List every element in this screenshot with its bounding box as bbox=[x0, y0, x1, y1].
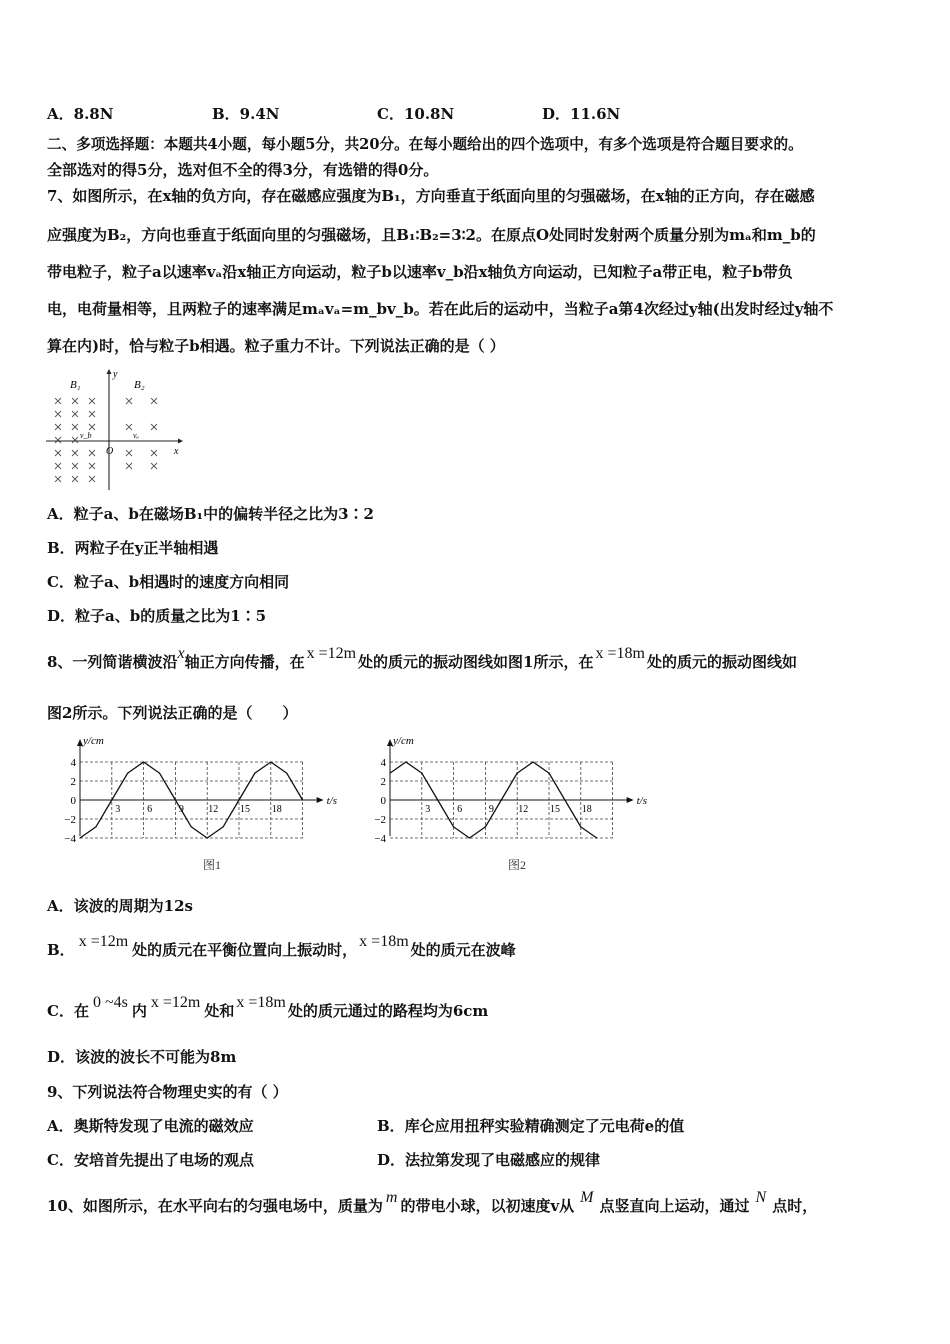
q10-text-2: 的带电小球，以初速度v从 bbox=[400, 1197, 575, 1215]
data-point bbox=[533, 761, 534, 762]
q6-option-a: A．8.8N bbox=[47, 105, 114, 123]
section2-heading: 二、多项选择题：本题共4小题，每小题5分，共20分。在每小题给出的四个选项中，有多个选项是符合题目要求的。 bbox=[47, 136, 803, 153]
data-point bbox=[596, 837, 597, 838]
y-tick-label: 0 bbox=[380, 795, 386, 807]
data-point bbox=[111, 799, 112, 800]
q9-stem: 9、下列说法符合物理史实的有（ ） bbox=[47, 1083, 288, 1101]
data-point bbox=[437, 799, 438, 800]
q9-option-c: C．安培首先提出了电场的观点 bbox=[47, 1151, 254, 1169]
q7-stem-line2: 应强度为B₂，方向也垂直于纸面向里的匀强磁场，且B₁∶B₂=3∶2。在原点O处同时发射两个质量分别为mₐ和m_b的 bbox=[47, 226, 816, 244]
data-point bbox=[191, 826, 192, 827]
y-tick-label: −2 bbox=[64, 814, 76, 826]
data-point bbox=[580, 826, 581, 827]
q8-optb-math1: x =12m bbox=[78, 933, 129, 950]
y-tick-label: 2 bbox=[70, 776, 76, 788]
y-tick-label: 4 bbox=[380, 757, 386, 769]
data-point bbox=[548, 773, 549, 774]
q8-optc-text1: 处和 bbox=[204, 1002, 235, 1020]
q8-optc-text2: 处的质元通过的路程均为6cm bbox=[287, 1002, 489, 1020]
q9-option-a: A．奥斯特发现了电流的磁效应 bbox=[47, 1117, 254, 1135]
q8-math-x: x bbox=[177, 645, 185, 662]
data-point bbox=[95, 826, 96, 827]
y-axis-label: y/cm bbox=[393, 735, 414, 747]
x-axis-arrow bbox=[317, 797, 324, 803]
q8-option-c bbox=[47, 994, 489, 1022]
x-tick-label: 6 bbox=[147, 804, 153, 815]
data-point bbox=[270, 761, 271, 762]
x-tick-label: 12 bbox=[518, 804, 529, 815]
q7-option-b: B．两粒子在y正半轴相遇 bbox=[47, 539, 219, 557]
q7-stem-line3: 带电粒子，粒子a以速率vₐ沿x轴正方向运动，粒子b以速率v_b沿x轴负方向运动，已知粒子a带正电，粒子b带负 bbox=[47, 263, 793, 281]
data-point bbox=[207, 837, 208, 838]
q8-optc-label: C．在 bbox=[47, 1002, 89, 1020]
q10-math-N: N bbox=[755, 1189, 767, 1206]
data-point bbox=[564, 799, 565, 800]
x-tick-label: 9 bbox=[488, 804, 494, 815]
q7-option-c: C．粒子a、b相遇时的速度方向相同 bbox=[47, 573, 290, 591]
section2-scoring: 全部选对的得5分，选对但不全的得3分，有选错的得0分。 bbox=[47, 161, 439, 179]
y-tick-label: 2 bbox=[380, 776, 386, 788]
data-point bbox=[79, 837, 80, 838]
q8-optc-math0: 0 ~4s bbox=[92, 994, 128, 1011]
x-tick-label: 15 bbox=[240, 804, 250, 815]
data-point bbox=[254, 773, 255, 774]
q8-math-x18: x =18m bbox=[595, 645, 645, 662]
y-tick-label: 4 bbox=[70, 757, 76, 769]
q8-stem-line1 bbox=[47, 645, 797, 673]
q9-option-d: D．法拉第发现了电磁感应的规律 bbox=[377, 1151, 601, 1169]
q6-option-d: D．11.6N bbox=[542, 105, 621, 123]
q8-stem-line2: 图2所示。下列说法正确的是（ ） bbox=[47, 704, 298, 722]
data-point bbox=[238, 799, 239, 800]
y-tick-label: −4 bbox=[64, 833, 76, 845]
x-axis-arrow bbox=[627, 797, 634, 803]
data-point bbox=[517, 773, 518, 774]
q8-optc-text0: 内 bbox=[131, 1002, 147, 1020]
label-b2: B₂ bbox=[134, 379, 145, 391]
label-x-axis: x bbox=[174, 446, 179, 457]
q8-text-3: 处的质元的振动图线如图1所示，在 bbox=[358, 653, 594, 671]
q8-option-d: D．该波的波长不可能为8m bbox=[47, 1048, 237, 1066]
label-va: vₐ bbox=[133, 431, 139, 440]
q10-stem-line1 bbox=[47, 1189, 818, 1217]
x-tick-label: 12 bbox=[208, 804, 219, 815]
q8-optb-text1: 处的质元在平衡位置向上振动时， bbox=[132, 941, 358, 959]
q8-option-b bbox=[47, 933, 516, 961]
q8-text-1: 8、一列简谐横波沿 bbox=[47, 653, 178, 671]
data-point bbox=[421, 773, 422, 774]
data-point bbox=[223, 826, 224, 827]
q8-optb-label: B． bbox=[47, 941, 75, 959]
q7-stem-line5: 算在内)时，恰与粒子b相遇。粒子重力不计。下列说法正确的是（ ） bbox=[47, 337, 505, 355]
x-tick-label: 15 bbox=[550, 804, 560, 815]
x-tick-label: 6 bbox=[457, 804, 463, 815]
q8-vibration-chart-2 bbox=[360, 732, 680, 877]
chart-title: 图2 bbox=[507, 858, 527, 872]
q10-math-M: M bbox=[580, 1189, 594, 1206]
q9-option-b: B．库仑应用扭秤实验精确测定了元电荷e的值 bbox=[377, 1117, 685, 1135]
data-point bbox=[453, 826, 454, 827]
label-y-axis: y bbox=[113, 369, 118, 380]
q10-text-4: 点时， bbox=[772, 1197, 818, 1215]
field-cross-marks bbox=[55, 398, 157, 482]
q7-option-a: A．粒子a、b在磁场B₁中的偏转半径之比为3∶2 bbox=[47, 505, 374, 523]
q7-stem-line4: 电，电荷量相等，且两粒子的速率满足mₐvₐ=m_bv_b。若在此后的运动中，当粒子a第4次经过y轴(出发时经过y轴不 bbox=[47, 300, 834, 318]
data-point bbox=[127, 773, 128, 774]
q8-optb-text2: 处的质元在波峰 bbox=[410, 941, 516, 959]
data-point bbox=[485, 826, 486, 827]
q6-option-c: C．10.8N bbox=[377, 105, 455, 123]
data-point bbox=[175, 799, 176, 800]
q8-text-4: 处的质元的振动图线如 bbox=[646, 653, 797, 671]
x-tick-label: 9 bbox=[178, 804, 184, 815]
data-point bbox=[389, 773, 390, 774]
data-point bbox=[286, 773, 287, 774]
q10-text-1: 10、如图所示，在水平向右的匀强电场中，质量为 bbox=[47, 1197, 383, 1215]
label-origin: O bbox=[106, 446, 114, 457]
q8-vibration-chart-1 bbox=[50, 732, 360, 877]
y-axis-label: y/cm bbox=[83, 735, 104, 747]
y-tick-label: −2 bbox=[374, 814, 386, 826]
data-point bbox=[501, 799, 502, 800]
q7-magnetic-field-figure bbox=[46, 368, 186, 493]
data-point bbox=[302, 799, 303, 800]
q10-text-3: 点竖直向上运动，通过 bbox=[599, 1197, 750, 1215]
x-tick-label: 3 bbox=[115, 804, 121, 815]
q8-math-x12: x =12m bbox=[306, 645, 357, 662]
data-point bbox=[405, 761, 406, 762]
data-point bbox=[469, 837, 470, 838]
q8-optb-math2: x =18m bbox=[359, 933, 409, 950]
data-point bbox=[159, 773, 160, 774]
q8-optc-math1: x =12m bbox=[150, 994, 201, 1011]
q8-optc-math2: x =18m bbox=[236, 994, 286, 1011]
y-tick-label: 0 bbox=[70, 795, 76, 807]
q8-option-a: A．该波的周期为12s bbox=[47, 897, 193, 915]
chart-title: 图1 bbox=[202, 858, 222, 872]
q8-text-2: 轴正方向传播，在 bbox=[184, 653, 305, 671]
data-point bbox=[143, 761, 144, 762]
q6-option-b: B．9.4N bbox=[212, 105, 280, 123]
x-tick-label: 18 bbox=[581, 804, 592, 815]
x-axis-label: t/s bbox=[326, 795, 338, 807]
q7-stem-line1: 7、如图所示，在x轴的负方向，存在磁感应强度为B₁，方向垂直于纸面向里的匀强磁场，在x轴的正方向，存在磁感 bbox=[47, 187, 815, 205]
label-vb: v_b bbox=[80, 431, 92, 440]
y-tick-label: −4 bbox=[374, 833, 386, 845]
x-tick-label: 18 bbox=[271, 804, 282, 815]
label-b1: B₁ bbox=[70, 379, 81, 391]
q7-option-d: D．粒子a、b的质量之比为1∶5 bbox=[47, 607, 267, 625]
q10-math-m: m bbox=[385, 1189, 398, 1206]
x-axis-label: t/s bbox=[636, 795, 648, 807]
x-tick-label: 3 bbox=[425, 804, 431, 815]
